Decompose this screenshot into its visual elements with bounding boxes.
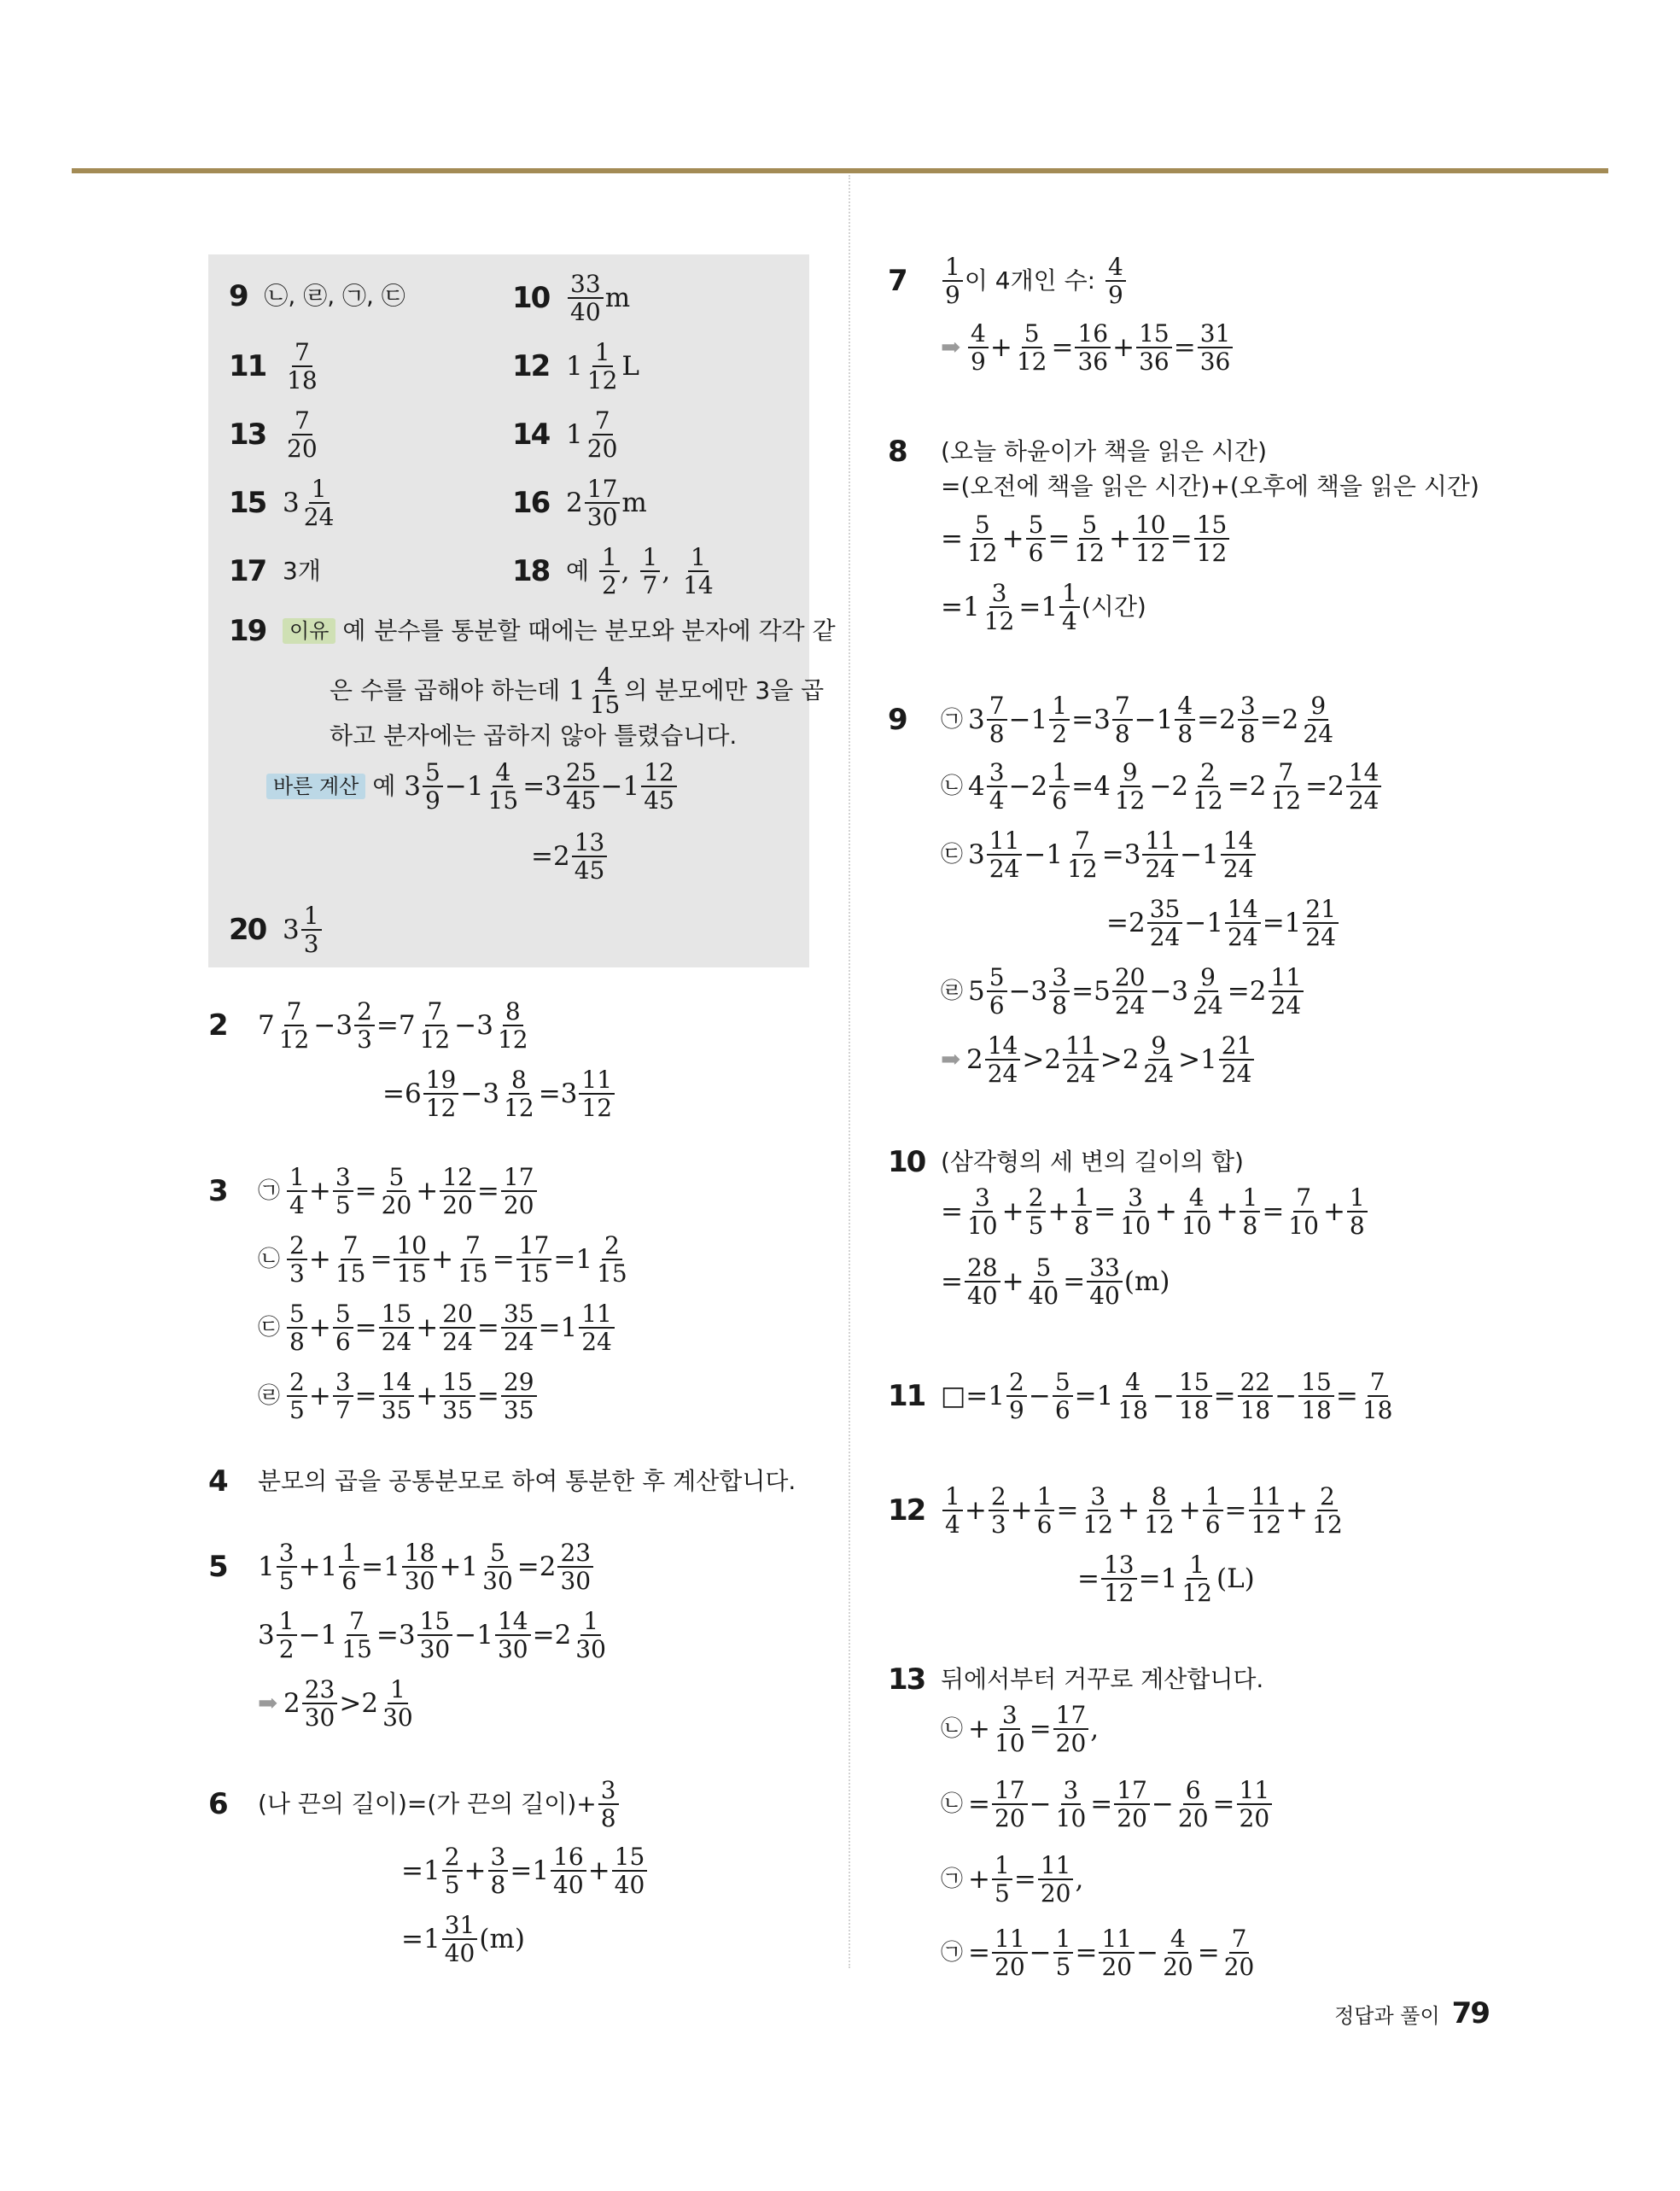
solution-10: 10 (삼각형의 세 변의 길이의 합) [888,1145,1244,1179]
solution-13e: ㉠ = 11 20 − 1 5 = 11 20 − 4 20 = 7 20 [941,1925,1255,1982]
solution-12: 12 1 4 + 2 3 + 1 6 = 3 12 + 8 12 + 1 6 = 11 12 + 2 12 [888,1482,1343,1540]
solution-2-line2: =6 19 12 −3 8 12 =3 11 12 [382,1067,616,1121]
solution-11: 11 □=1 2 9 − 5 6 =1 4 18 − 15 18 = 22 18 − 15 18 = 7 18 [888,1368,1393,1425]
solution-6: 6 (나 끈의 길이)=(가 끈의 길이)+ $\frac{3}{8}$ [208,1778,621,1832]
arrow-icon: ➡ [258,1689,278,1718]
answer-10: 10 33 40 m [512,270,631,327]
solution-3c: ㉢ 5 8 + 5 6 = 15 24 + 20 24 = 35 24 =1 11 24 [258,1301,616,1355]
solution-12b: = 13 12 =1 1 12 (L) [1077,1551,1255,1608]
solution-6c: =1 31 40 (m) [401,1911,525,1968]
solution-13: 13 뒤에서부터 거꾸로 계산합니다. [888,1662,1264,1697]
solution-7b: ➡ 4 9 + 5 12 = 16 36 + 15 36 = 31 36 [941,321,1234,375]
answer-19-line3: 하고 분자에는 곱하지 않아 틀렸습니다. [330,722,738,750]
solution-8d: =1 3 12 =1 1 4 (시간) [941,579,1146,636]
answer-12: 12 1 1 12 L [512,338,640,395]
arrow-icon: ➡ [941,1045,961,1074]
solution-9c: ㉢ 3 11 24 −1 7 12 =3 11 24 −1 14 24 [941,828,1257,882]
solution-3d: ㉣ 2 5 + 3 7 = 14 35 + 15 35 = 29 35 [258,1370,539,1423]
answer-16: 16 2 17 30 m [512,475,647,532]
solution-4: 4 분모의 곱을 공통분모로 하여 통분한 후 계산합니다. [208,1464,796,1499]
answer-19-correct-calc-result: =2 13 45 [531,830,609,884]
answer-20: 20 3 1 3 [229,903,324,957]
solution-9: 9 ㉠ 3 7 8 −1 1 2 =3 7 8 −1 4 8 =2 3 8 =2 9 24 [888,692,1334,749]
solution-7: 7 1 9 이 4개인 수: 4 9 [888,254,1128,308]
correct-calc-tag: 바른 계산 [266,774,365,799]
arrow-icon: ➡ [941,333,961,362]
solution-9e: ➡ 2 14 24 >2 11 24 >2 9 24 >1 21 24 [941,1033,1256,1087]
solution-5c: ➡ 2 23 30 >2 1 30 [258,1675,413,1732]
solution-6b: =1 2 5 + 3 8 =1 16 40 + 15 40 [401,1844,649,1898]
answer-11: 11 7 18 [229,338,318,395]
answer-9: 9 ㉡, ㉣, ㉠, ㉢ [229,279,405,313]
solution-9d: ㉣ 5 5 6 −3 3 8 =5 20 24 −3 9 24 =2 11 24 [941,965,1305,1019]
solution-5b: 3 1 2 −1 7 15 =3 15 30 −1 14 30 =2 1 30 [258,1607,606,1664]
solution-10b: = 3 10 + 2 5 + 1 8 = 3 10 + 4 10 + 1 8 = 7 10 + 1 8 [941,1185,1369,1239]
header-rule [72,168,1608,173]
answer-15: 15 3 1 24 [229,475,335,532]
solution-9b: ㉡ 4 3 4 −2 1 6 =4 9 12 −2 2 12 =2 7 12 =2 14 24 [941,760,1383,814]
solution-2: 2 7 7 12 −3 2 3 =7 7 12 −3 8 12 [208,997,528,1055]
page-footer [1334,1996,1489,2030]
answer-19-line2: 은 수를 곱해야 하는데 1 4 15 의 분모에만 3을 곱 [330,663,825,720]
answer-13: 13 7 20 [229,406,318,464]
answer-17: 17 3개 [229,554,321,588]
answer-18: 18 예 1 2 , 1 7 , 1 14 [512,543,714,600]
solution-8b: =(오전에 책을 읽은 시간)+(오후에 책을 읽은 시간) [941,472,1479,500]
solution-8c: = 5 12 + 5 6 = 5 12 + 10 12 = 15 12 [941,512,1231,566]
solution-13c: ㉡ = 17 20 − 3 10 = 17 20 − 6 20 = 11 20 [941,1778,1274,1832]
reason-tag: 이유 [283,618,335,644]
solution-8: 8 (오늘 하윤이가 책을 읽은 시간) [888,435,1268,469]
solution-3b: ㉡ 2 3 + 7 15 = 10 15 + 7 15 = 17 15 =1 2 15 [258,1231,627,1288]
solution-13b: ㉡ + 3 10 = 17 20 , [941,1701,1100,1758]
footer-label: 정답과 풀이 [1334,2004,1440,2028]
page-number: 79 [1451,1996,1489,2030]
answer-19-correct-calc: 바른 계산 예 3 5 9 −1 4 15 =3 25 45 −1 12 45 [266,760,679,814]
column-divider [849,175,850,1968]
answer-14: 14 1 7 20 [512,406,618,464]
solution-3: 3 ㉠ 1 4 + 3 5 = 5 20 + 12 20 = 17 20 [208,1165,539,1218]
solution-13d: ㉠ + 1 5 = 11 20 , [941,1851,1084,1908]
solution-5: 5 1 3 5 +1 1 6 =1 18 30 +1 5 30 =2 23 30 [208,1540,595,1594]
solution-9c-line2: =2 35 24 −1 14 24 =1 21 24 [1106,897,1340,950]
solution-10c: = 28 40 + 5 40 = 33 40 (m) [941,1253,1170,1311]
answer-19: 19 이유 예 분수를 통분할 때에는 분모와 분자에 각각 같 [229,614,836,648]
